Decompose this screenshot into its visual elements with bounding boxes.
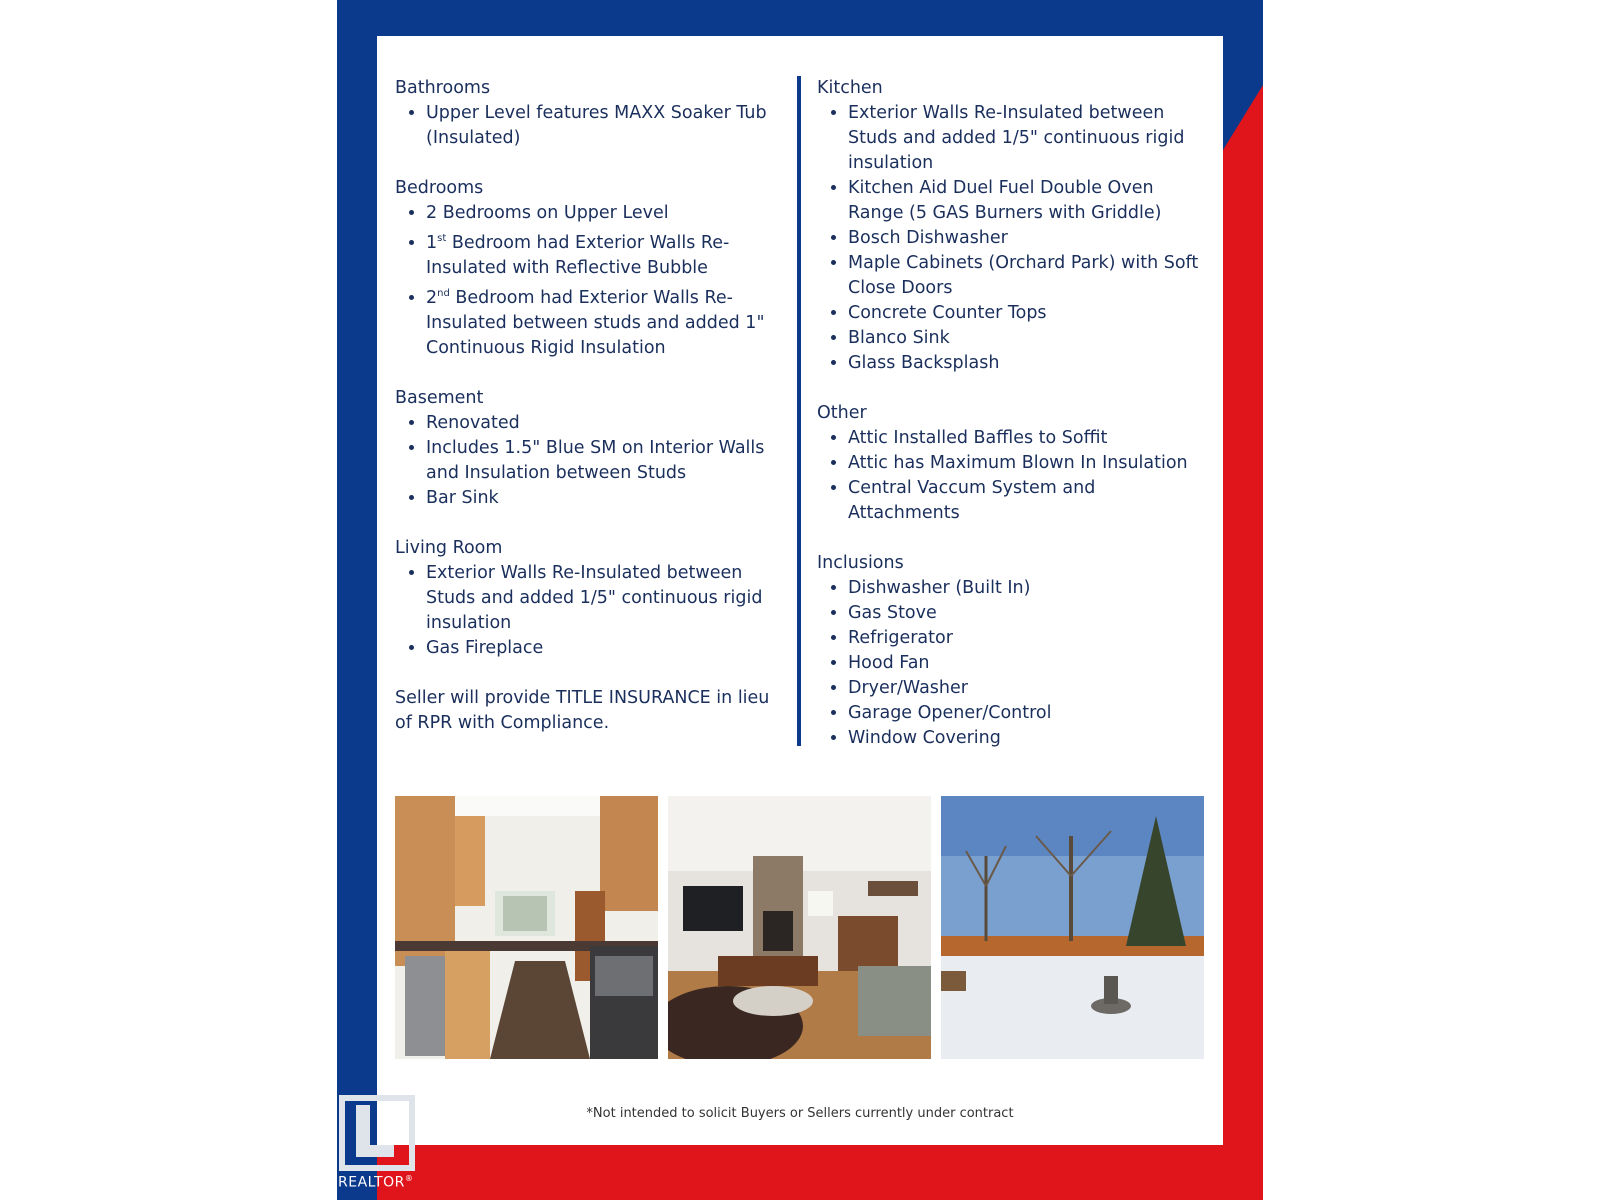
section-inclusions [817, 551, 1212, 751]
section-title: Bedrooms [395, 178, 484, 198]
list-item [848, 726, 1212, 751]
right-column [817, 76, 1212, 776]
ordinal-number: 2 [426, 287, 438, 308]
list-item-text: Bar Sink [426, 487, 499, 508]
poster-background [337, 0, 1263, 1200]
column-divider [797, 76, 801, 746]
list-item-text: Gas Fireplace [426, 637, 544, 658]
bullet-list [817, 576, 1212, 751]
section-title: Kitchen [817, 78, 883, 98]
list-item [426, 436, 780, 486]
list-item-text: Includes 1.5" Blue SM on Interior Walls and Insulation between Studs [426, 437, 765, 483]
ordinal-number: 1 [426, 232, 438, 253]
list-item [426, 281, 780, 361]
list-item-text: Upper Level features MAXX Soaker Tub (Insulated) [426, 103, 767, 148]
left-column [395, 76, 780, 736]
backyard-photo [941, 796, 1204, 1059]
list-item [848, 576, 1212, 601]
list-item [848, 676, 1212, 701]
list-item-text: Window Covering [848, 728, 1001, 748]
realtor-logo-text: REALTOR® [338, 1174, 414, 1191]
list-item [848, 326, 1212, 351]
section-bathrooms [395, 76, 780, 151]
list-item-text: Bedroom had Exterior Walls Re-Insulated between studs and added 1" Continuous Rigid Insulation [426, 287, 765, 358]
bullet-list [395, 411, 780, 511]
list-item-text: Bosch Dishwasher [848, 228, 1008, 248]
bullet-list [817, 426, 1212, 526]
list-item-text: Exterior Walls Re-Insulated between Studs and added 1/5" continuous rigid insulation [848, 103, 1185, 173]
list-item-text: 2 Bedrooms on Upper Level [426, 203, 669, 223]
list-item-text: Hood Fan [848, 653, 930, 673]
list-item-text: Maple Cabinets (Orchard Park) with Soft Close Doors [848, 253, 1199, 298]
photo-strip [395, 796, 1205, 1059]
list-item-text: Dryer/Washer [848, 678, 968, 698]
ordinal-suffix: st [437, 233, 447, 244]
list-item-text: Exterior Walls Re-Insulated between Studs and added 1/5" continuous rigid insulation [426, 562, 763, 633]
title-insurance-note: Seller will provide TITLE INSURANCE in lieu of RPR with Compliance. [395, 687, 770, 733]
section-kitchen [817, 76, 1212, 376]
bullet-list [395, 101, 780, 151]
list-item-text: Renovated [426, 412, 520, 433]
section-title: Bathrooms [395, 78, 491, 98]
list-item-text: Concrete Counter Tops [848, 303, 1047, 323]
list-item [426, 201, 780, 226]
list-item [848, 651, 1212, 676]
section-title: Other [817, 403, 867, 423]
list-item-text: Dishwasher (Built In) [848, 578, 1031, 598]
list-item [848, 451, 1212, 476]
content-card [377, 36, 1223, 1145]
list-item [848, 351, 1212, 376]
list-item [426, 226, 780, 281]
list-item-text: Glass Backsplash [848, 353, 1000, 373]
list-item-text: Garage Opener/Control [848, 703, 1052, 723]
list-item [426, 411, 780, 436]
bullet-list [817, 101, 1212, 376]
list-item [848, 626, 1212, 651]
list-item [848, 426, 1212, 451]
section-title: Basement [395, 387, 484, 408]
list-item-text: Blanco Sink [848, 328, 950, 348]
list-item [848, 701, 1212, 726]
section-other [817, 401, 1212, 526]
section-living-room [395, 536, 780, 661]
section-title: Living Room [395, 537, 503, 558]
section-basement [395, 386, 780, 511]
disclaimer-note: *Not intended to solicit Buyers or Sellers currently under contract [586, 1106, 1014, 1121]
list-item-text: Refrigerator [848, 628, 953, 648]
list-item [848, 176, 1212, 226]
list-item-text: Kitchen Aid Duel Fuel Double Oven Range (5 GAS Burners with Griddle) [848, 178, 1162, 223]
section-bedrooms [395, 176, 780, 361]
list-item [426, 101, 780, 151]
living-room-photo [668, 796, 931, 1059]
bullet-list [395, 201, 780, 361]
list-item-text: Gas Stove [848, 603, 937, 623]
list-item-text: Attic Installed Baffles to Soffit [848, 428, 1108, 448]
list-item [426, 486, 780, 511]
list-item-text: Central Vaccum System and Attachments [848, 478, 1096, 523]
list-item [426, 561, 780, 636]
list-item-text: Bedroom had Exterior Walls Re-Insulated with Reflective Bubble [426, 232, 730, 278]
section-title: Inclusions [817, 553, 904, 573]
bullet-list [395, 561, 780, 661]
list-item-text: Attic has Maximum Blown In Insulation [848, 453, 1188, 473]
list-item [848, 476, 1212, 526]
list-item [848, 101, 1212, 176]
kitchen-photo [395, 796, 658, 1059]
list-item [848, 251, 1212, 301]
list-item [848, 226, 1212, 251]
list-item [848, 601, 1212, 626]
list-item [848, 301, 1212, 326]
list-item [426, 636, 780, 661]
ordinal-suffix: nd [437, 287, 450, 299]
